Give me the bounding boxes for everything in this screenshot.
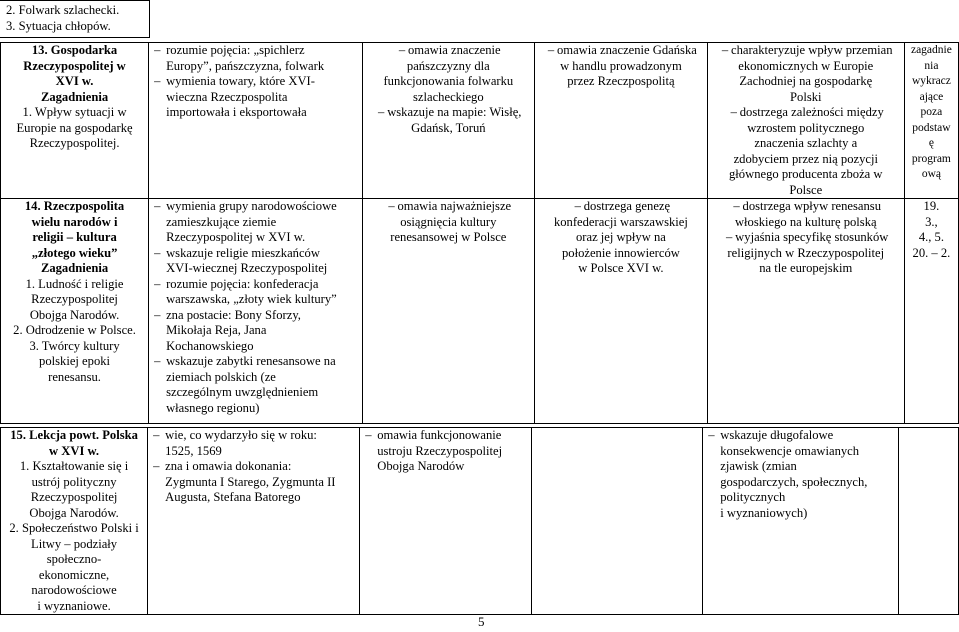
row13-extended-reqs: – omawia znaczenie pańszczyzny dla funkcjonowania folwarku szlacheckiego – wskazuje na mapie: Wisłę, Gdańsk, Toruń: [362, 43, 535, 199]
row14-full-reqs: – dostrzega genezę konfederacji warszawskiej oraz jej wpływ na położenie innowierców w Polsce XVI w.: [535, 199, 708, 424]
row13-basic-reqs: – rozumie pojęcia: „spichlerz Europy”, pańszczyzna, folwark – wymienia towary, które XVI- wieczna Rzeczpospolita importowała i eksportowała: [149, 43, 362, 199]
row14-notes: 19. 3., 4., 5. 20. – 2.: [904, 199, 958, 424]
top-line: 3. Sytuacja chłopów.: [6, 18, 111, 33]
page-number: 5: [478, 614, 485, 629]
row14-basic-reqs: – wymienia grupy narodowościowe zamieszkujące ziemie Rzeczypospolitej w XVI w. – wskazuje religie mieszkańców XVI-wiecznej Rzeczypospolitej – rozumie pojęcia: konfederacja warszawska, „złoty wiek kultury” – zna postacie: Bony Sforzy, Mikołaja Reja, Jana Kochanowskiego – wskazuje zabytki renesansowe na ziemiach polskich (ze szczególnym uwzględnieniem własnego regionu): [149, 199, 362, 424]
row15-excellent-reqs: – wskazuje długofalowe konsekwencje omawianych zjawisk (zmian gospodarczych, społecznych, politycznych i wyznaniowych): [703, 428, 899, 615]
top-line: 2. Folwark szlachecki.: [6, 3, 120, 17]
row14-extended-reqs: – omawia najważniejsze osiągnięcia kultury renesansowej w Polsce: [362, 199, 535, 424]
row13-full-reqs: – omawia znaczenie Gdańska w handlu prowadzonym przez Rzeczpospolitą: [535, 43, 708, 199]
row15-full-reqs: [531, 428, 703, 615]
row15-notes: [899, 428, 959, 615]
row15-basic-reqs: – wie, co wydarzyło się w roku: 1525, 1569 – zna i omawia dokonania: Zygmunta I Starego, Zygmunta II Augusta, Stefana Batorego: [148, 428, 360, 615]
row13-notes: zagadnie nia wykracz ające poza podstaw ę program ową: [904, 43, 958, 199]
top-cell: [0, 0, 150, 38]
row13-excellent-reqs: – charakteryzuje wpływ przemian ekonomicznych w Europie Zachodniej na gospodarkę Polski – dostrzega zależności między wzrostem politycznego znaczenia szlachty a zdobyciem przez nią pozycji głównego producenta zboża w Polsce: [707, 43, 904, 199]
curriculum-table-top: [0, 42, 959, 424]
row14-topic: 14. Rzeczpospolita wielu narodów i religii – kultura „złotego wieku” Zagadnienia 1. Ludność i religie Rzeczypospolitej Obojga Narodów. 2. Odrodzenie w Polsce. 3. Twórcy kultury polskiej epoki renesansu.: [1, 199, 149, 424]
row13-topic: 13. Gospodarka Rzeczypospolitej w XVI w. Zagadnienia 1. Wpływ sytuacji w Europie na gospodarkę Rzeczypospolitej.: [1, 43, 149, 199]
curriculum-table-bottom: [0, 427, 959, 615]
row14-excellent-reqs: – dostrzega wpływ renesansu włoskiego na kulturę polską – wyjaśnia specyfikę stosunków religijnych w Rzeczypospolitej na tle europejskim: [707, 199, 904, 424]
row15-extended-reqs: – omawia funkcjonowanie ustroju Rzeczypospolitej Obojga Narodów: [360, 428, 532, 615]
row15-topic: 15. Lekcja powt. Polska w XVI w. 1. Kształtowanie się i ustrój polityczny Rzeczypospolitej Obojga Narodów. 2. Społeczeństwo Polski i Litwy – podziały społeczno- ekonomiczne, narodowościowe i wyznaniowe.: [1, 428, 148, 615]
